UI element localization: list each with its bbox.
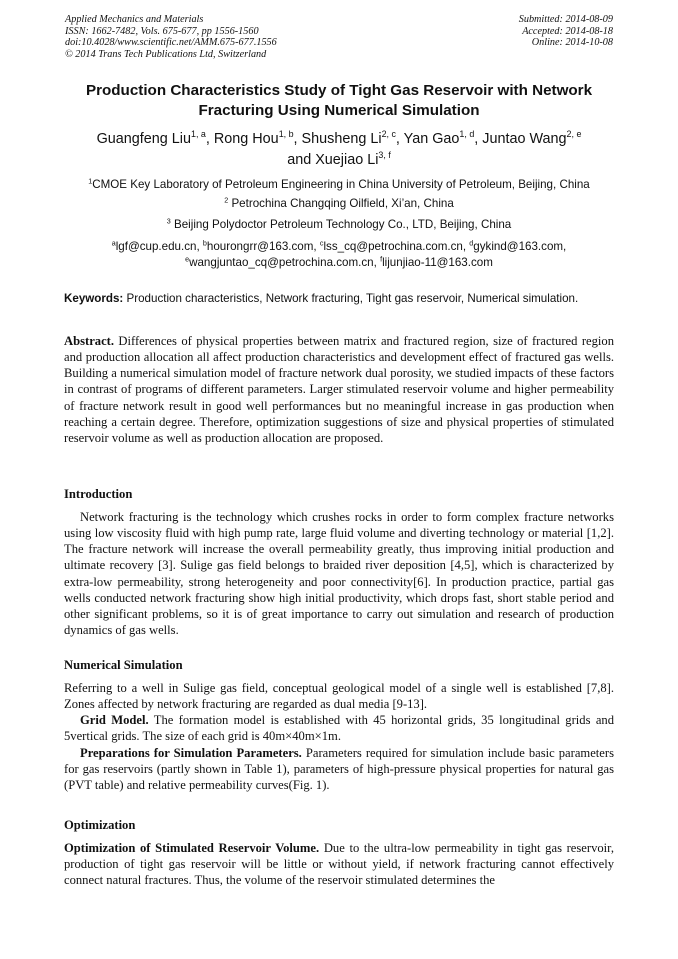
abstract-text: Differences of physical properties between matrix and fractured region, size of fractured region and production allocation all affect production characteristics and development effect of fractured gas wells. Building a numerical simulation model of fracture network dual porosity, we studied impacts of these factors in contrast of programs of different parameters. Larger stimulated reservoir volume and higher permeability of fracture network result in good well performances but no meaningful increase in gas production when reaching a certain degree. Therefore, optimization suggestions of size and physical properties of stimulated reservoir volume as well as production allocation are proposed. xyxy=(64,334,614,445)
email-address[interactable]: lijunjiao-11@163.com xyxy=(382,255,493,269)
author-name: Xuejiao Li xyxy=(315,152,379,168)
preparations-text: Parameters required for simulation include basic parameters for gas reservoirs (partly shown in Table 1), parameters of high-pressure physical properties for natural gas (PVT table) and relative permeability curves(Fig. 1). xyxy=(64,745,614,792)
email-mark: a xyxy=(111,238,116,248)
grid-model-label: Grid Model. xyxy=(80,713,149,728)
preparations-paragraph xyxy=(64,745,614,793)
affiliation-number: 1 xyxy=(88,176,93,186)
srv-label: Optimization of Stimulated Reservoir Volume. xyxy=(64,841,320,855)
copyright: © 2014 Trans Tech Publications Ltd, Switzerland xyxy=(65,48,267,60)
srv-text: Due to the ultra-low permeability in tight gas reservoir, production of tight gas reservoir will be little or without yield, if network fracturing cannot effectively connect natural fractures. Thus, the volume of the reservoir stimulated determines the xyxy=(64,841,615,888)
author-affiliation-mark: 3, f xyxy=(378,150,391,161)
email-mark: c xyxy=(319,238,324,248)
abstract-label: Abstract. xyxy=(64,334,115,348)
author-affiliation-mark: 2, e xyxy=(566,129,582,140)
author-affiliation-mark: 1, a xyxy=(191,129,206,140)
author-name: Yan Gao xyxy=(403,131,460,147)
section-heading-numerical-simulation: Numerical Simulation xyxy=(64,658,183,672)
accepted-date: Accepted: 2014-08-18 xyxy=(522,25,613,37)
journal-name: Applied Mechanics and Materials xyxy=(65,14,204,25)
section-heading-optimization: Optimization xyxy=(64,818,136,832)
numerical-simulation-body xyxy=(64,680,614,793)
author-name: Guangfeng Liu xyxy=(96,131,192,147)
journal-header xyxy=(65,14,277,60)
title-line-1: Production Characteristics Study of Tight Gas Reservoir with Network xyxy=(85,82,593,99)
affiliation-text: Beijing Polydoctor Petroleum Technology Co., LTD, Beijing, China xyxy=(173,218,512,231)
affiliation-2 xyxy=(40,197,638,211)
email-mark: b xyxy=(202,238,207,248)
author-name: Rong Hou xyxy=(213,131,279,147)
abstract xyxy=(64,333,614,446)
affiliation-text: Petrochina Changqing Oilfield, Xi’an, China xyxy=(231,197,454,210)
preparations-label: Preparations for Simulation Parameters. xyxy=(80,745,302,760)
optimization-body xyxy=(64,840,614,888)
email-line-1 xyxy=(40,239,638,255)
email-address[interactable]: wangjuntao_cq@petrochina.com.cn, xyxy=(189,255,377,269)
keywords-text: Production characteristics, Network fracturing, Tight gas reservoir, Numerical simulation. xyxy=(126,292,579,305)
dates-header xyxy=(519,14,613,49)
affiliation-number: 2 xyxy=(224,195,229,205)
email-address[interactable]: lss_cq@petrochina.com.cn, xyxy=(323,240,467,253)
affiliation-number: 3 xyxy=(166,216,171,226)
email-address[interactable]: gykind@163.com, xyxy=(473,240,567,253)
affiliation-text: CMOE Key Laboratory of Petroleum Engineering in China University of Petroleum, Beijing, China xyxy=(92,178,590,191)
author-list xyxy=(40,129,638,171)
author-affiliation-mark: 2, c xyxy=(381,129,396,140)
grid-model-text: The formation model is established with 45 horizontal grids, 35 longitudinal grids and 5vertical grids. The size of each grid is 40m×40m×1m. xyxy=(64,713,615,744)
doi: doi:10.4028/www.scientific.net/AMM.675-677.1556 xyxy=(65,37,277,49)
introduction-body xyxy=(64,509,614,638)
grid-model-paragraph xyxy=(64,712,614,744)
paper-title xyxy=(40,81,638,120)
email-address[interactable]: lgf@cup.edu.cn, xyxy=(115,240,200,253)
author-line-1: Guangfeng Liu$^{1, a}$, Rong Hou$^{1, b}$, Shusheng Li$^{2, c}$, Yan Gao$^{1, d}$, Juntao Wang$^{2, e}$ xyxy=(96,129,582,147)
simulation-paragraph: Referring to a well in Sulige gas field, conceptual geological model of a single well is established [7,8]. Zones affected by network fracturing are regarded as dual media [9-13]. xyxy=(64,681,614,712)
online-date: Online: 2014-10-08 xyxy=(531,37,613,49)
author-name: Shusheng Li xyxy=(301,131,382,147)
affiliation-3 xyxy=(40,218,638,232)
email-mark: d xyxy=(469,238,474,248)
affiliation-1 xyxy=(40,178,638,192)
author-line-2 xyxy=(40,150,638,171)
email-mark: f xyxy=(380,253,383,263)
author-conjunction: and xyxy=(287,152,312,168)
submitted-date: Submitted: 2014-08-09 xyxy=(518,14,613,25)
author-emails xyxy=(40,239,638,270)
introduction-paragraph: Network fracturing is the technology which crushes rocks in order to form complex fracture networks using low viscosity fluid with high pump rate, large fluid volume and diverting technology or material [1,2]. The fracture network will increase the overall permeability greatly, thus improving initial production and ultimate recovery [3]. Sulige gas field belongs to braided river deposition [4,5], which is characterized by extra-low permeability, strong heterogeneity and poor connectivity[6]. In production practice, partial gas wells conducted network fracturing show high initial productivity, which drops fast, short stable period and other significant problems, so it is of great importance to carry out simulation and research of production dynamics of gas wells. xyxy=(64,510,614,638)
author-affiliation-mark: 1, b xyxy=(278,129,294,140)
author-name: Juntao Wang xyxy=(482,131,567,147)
issn: ISSN: 1662-7482, Vols. 675-677, pp 1556-1560 xyxy=(65,25,259,37)
title-line-2: Fracturing Using Numerical Simulation xyxy=(198,101,480,119)
section-heading-introduction: Introduction xyxy=(64,487,133,501)
keywords-label: Keywords: xyxy=(64,292,124,305)
email-mark: e xyxy=(185,253,190,263)
keywords xyxy=(64,292,614,307)
email-line-2 xyxy=(40,255,638,271)
srv-paragraph xyxy=(64,840,614,888)
email-address[interactable]: hourongrr@163.com, xyxy=(206,240,317,253)
author-affiliation-mark: 1, d xyxy=(459,129,475,140)
